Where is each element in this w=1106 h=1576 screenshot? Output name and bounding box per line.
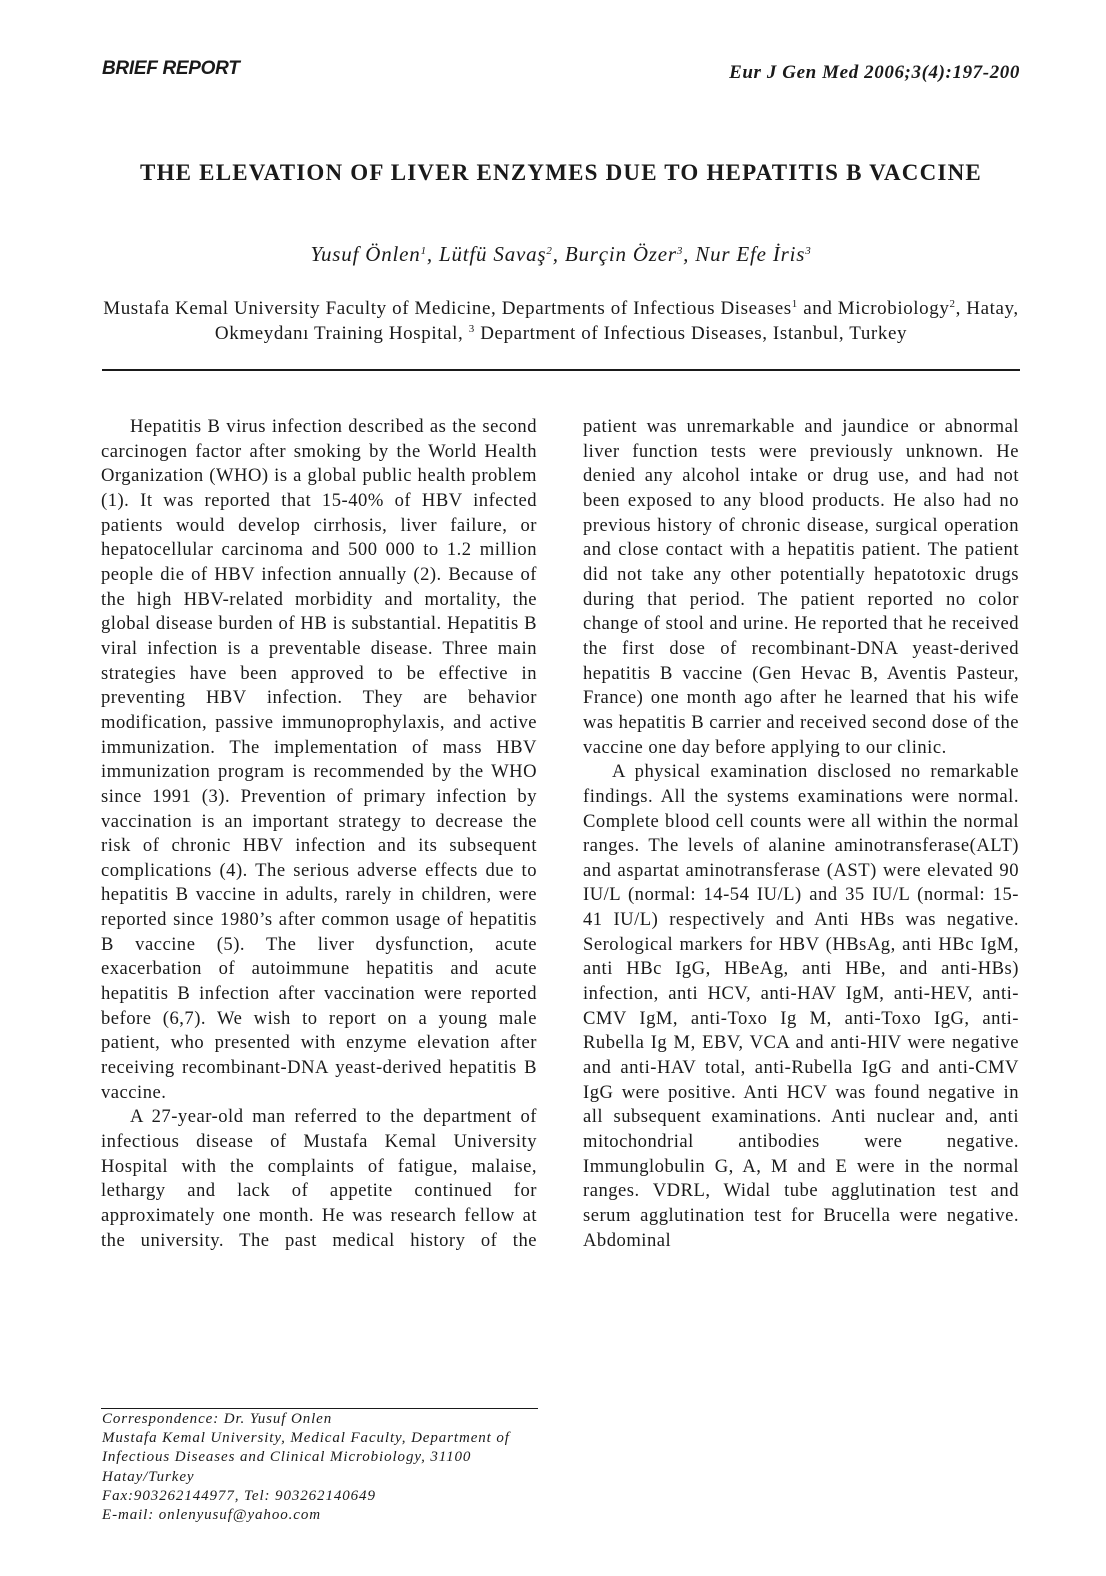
author-sup: 3 [676,245,684,257]
author-sup: 3 [805,245,812,257]
body-paragraph: A 27-year-old man referred to the department of infectious disease of Mustafa Kemal University Hospital with the complaints of fatigue, malaise, lethargy and lack of appetite continued for approximately one month. He was research fellow at the university. The past medical history of the [101,1106,537,1251]
header-divider [102,369,1020,371]
author-name: , Burçin Özer [552,242,677,266]
affiliation-text: Department of Infectious Diseases, Istanbul, Turkey [474,322,908,344]
section-label: BRIEF REPORT [102,58,240,79]
footnote-divider [101,1408,538,1409]
author-sup: 2 [546,245,553,257]
author-name: , Nur Efe İris [683,242,806,266]
correspondence-line: Correspondence: Dr. Yusuf Onlen [102,1411,333,1427]
correspondence-footnote [102,1410,538,1525]
body-column-right [583,415,1019,1253]
address-line: Mustafa Kemal University, Medical Faculty, Department of Infectious Diseases and Clinical Microbiology, 31100 Hatay/Turkey [102,1430,510,1485]
author-sup: 1 [420,245,427,257]
body-paragraph: Hepatitis B virus infection described as the second carcinogen factor after smoking by the World Health Organization (WHO) is a global public health problem (1). It was reported that 15-40% of HBV infected patients would develop cirrhosis, liver failure, or hepatocellular carcinoma and 500 000 to 1.2 million people die of HBV infection annually (2). Because of the high HBV-related morbidity and mortality, the global disease burden of HB is substantial. Hepatitis B viral infection is a preventable disease. Three main strategies have been approved to be effective in preventing HBV infection. They are behavior modification, passive immunoprophylaxis, and active immunization. The implementation of mass HBV immunization program is recommended by the WHO since 1991 (3). Prevention of primary infection by vaccination is an important strategy to decrease the risk of chronic HBV infection and its subsequent complications (4). The serious adverse effects due to hepatitis B vaccine in adults, rarely in children, were reported since 1980’s after common usage of hepatitis B vaccine (5). The liver dysfunction, acute exacerbation of autoimmune hepatitis and acute hepatitis B infection after vaccination were reported before (6,7). We wish to report on a young male patient, who presented with enzyme elevation after receiving recombinant-DNA yeast-derived hepatitis B vaccine. [101,416,537,1103]
author-name: Yusuf Önlen [310,242,421,266]
journal-citation: Eur J Gen Med 2006;3(4):197-200 [729,62,1020,83]
affiliation-text: and Microbiology [797,298,950,319]
affiliation [102,297,1020,346]
affiliation-sup: 2 [949,298,956,310]
author-list [102,242,1020,267]
affiliation-text: Mustafa Kemal University Faculty of Medicine, Departments of Infectious Diseases [103,298,792,319]
body-column-left [101,415,537,1253]
email-line: E-mail: onlenyusuf@yahoo.com [102,1507,321,1524]
author-name: , Lütfü Savaş [426,242,547,266]
body-paragraph: A physical examination disclosed no remarkable findings. All the systems examinations were normal. Complete blood cell counts were all within the normal ranges. The levels of alanine aminotransferase(ALT) and aspartat aminotransferase (AST) were elevated 90 IU/L (normal: 14-54 IU/L) and 35 IU/L (normal: 15-41 IU/L) respectively and Anti HBs was negative. Serological markers for HBV (HBsAg, anti HBc IgM, anti HBc IgG, HBeAg, anti HBe, and anti-HBs) infection, anti HCV, anti-HAV IgM, anti-HEV, anti-CMV IgM, anti-Toxo Ig M, anti-Toxo IgG, anti-Rubella Ig M, EBV, VCA and anti-HIV were negative and anti-HAV total, anti-Rubella IgG and anti-CMV IgG were positive. Anti HCV was found negative in all subsequent examinations. Anti nuclear and, anti mitochondrial antibodies were negative. Immunglobulin G, A, M and E were in the normal ranges. VDRL, Widal tube agglutination test and serum agglutination test for Brucella were negative. Abdominal [583,761,1019,1251]
affiliation-sup: 1 [791,298,798,310]
affiliation-sup: 3 [468,322,475,335]
article-title: THE ELEVATION OF LIVER ENZYMES DUE TO HEPATITIS B VACCINE [140,160,982,185]
body-paragraph: patient was unremarkable and jaundice or abnormal liver function tests were previously unknown. He denied any alcohol intake or drug use, and had not been exposed to any blood products. He also had no previous history of chronic disease, surgical operation and close contact with a hepatitis patient. The patient did not take any other potentially hepatotoxic drugs during that period. The patient reported no color change of stool and urine. He reported that he received the first dose of recombinant-DNA yeast-derived hepatitis B vaccine (Gen Hevac B, Aventis Pasteur, France) one month ago after he learned that his wife was hepatitis B carrier and received second dose of the vaccine one day before applying to our clinic. [583,416,1019,758]
contact-line: Fax:903262144977, Tel: 903262140649 [102,1487,376,1504]
affiliation-text: , Hatay, Okmeydanı Training Hospital, [214,298,1019,344]
